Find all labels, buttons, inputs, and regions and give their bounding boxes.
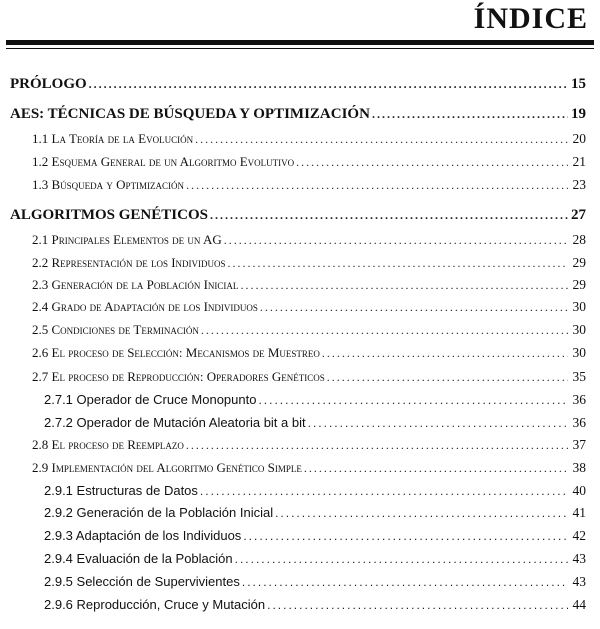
toc-entry-section (32, 345, 586, 361)
toc-entry-label: 2.9 Implementación del Algoritmo Genético Simple (32, 460, 302, 475)
toc-entry-label: 2.8 El proceso de Reemplazo (32, 437, 184, 452)
dot-leader (186, 438, 568, 453)
toc-entry-label: 2.6 El proceso de Selección: Mecanismos de Muestreo (32, 345, 320, 360)
dot-leader (267, 598, 568, 612)
toc-entry-subsection (44, 415, 586, 431)
toc-entry-section (32, 177, 586, 193)
toc-entry-label: ALGORITMOS GENÉTICOS (10, 207, 208, 223)
toc-entry-section (32, 154, 586, 170)
toc-entry-page: 23 (572, 177, 586, 192)
toc-entry-label: 2.9.6 Reproducción, Cruce y Mutación (44, 597, 266, 612)
dot-leader (308, 416, 568, 430)
toc-entry-subsection (44, 528, 586, 544)
toc-entry-page: 29 (572, 277, 586, 292)
toc-entry-page: 41 (572, 505, 586, 520)
toc-entry-page: 30 (572, 299, 586, 314)
dot-leader (240, 278, 568, 293)
dot-leader (322, 346, 568, 361)
toc-entry-subsection (44, 574, 586, 590)
toc-entry-page: 35 (572, 369, 586, 384)
dot-leader (224, 233, 568, 248)
toc-entry-page: 30 (572, 322, 586, 337)
dot-leader (242, 575, 568, 589)
toc-entry-label: 2.4 Grado de Adaptación de los Individuos (32, 299, 258, 314)
dot-leader (372, 107, 568, 122)
dot-leader (296, 155, 568, 170)
toc-entry-page: 36 (572, 392, 586, 407)
dot-leader (210, 208, 568, 223)
toc-entry-page: 40 (572, 483, 586, 498)
toc-entry-chapter (10, 207, 586, 224)
toc-entry-label: 2.3 Generación de la Población Inicial (32, 277, 239, 292)
toc-entry-label: 2.5 Condiciones de Terminación (32, 322, 199, 337)
toc-entry-section (32, 369, 586, 385)
toc-entry-subsection (44, 505, 586, 521)
dot-leader (243, 529, 568, 543)
toc-entry-page: 36 (572, 415, 586, 430)
toc-entry-page: 37 (572, 437, 586, 452)
toc-entry-page: 20 (572, 131, 586, 146)
dot-leader (195, 132, 568, 147)
toc-entry-section (32, 255, 586, 271)
toc-entry-label: 1.3 Búsqueda y Optimización (32, 177, 185, 192)
toc-entry-label: 2.7 El proceso de Reproducción: Operadores Genéticos (32, 369, 325, 384)
toc-entry-label: 2.2 Representación de los Individuos (32, 255, 226, 270)
title-rule-thick (6, 40, 594, 45)
toc-entry-page: 43 (572, 574, 586, 589)
toc-entry-label: 1.1 La Teoría de la Evolución (32, 131, 194, 146)
dot-leader (258, 393, 568, 407)
toc-entry-label: 2.7.1 Operador de Cruce Monopunto (44, 392, 257, 407)
page-title: ÍNDICE (473, 2, 588, 35)
toc-entry-section (32, 437, 586, 453)
toc-entry-label: AES: TÉCNICAS DE BÚSQUEDA Y OPTIMIZACIÓN (10, 106, 370, 122)
toc-entry-chapter (10, 76, 586, 93)
toc-entry-section (32, 460, 586, 476)
toc-entry-page: 21 (572, 154, 586, 169)
toc-entry-page: 30 (572, 345, 586, 360)
toc-entry-subsection (44, 392, 586, 408)
toc-entry-section (32, 322, 586, 338)
toc-entry-label: 2.9.5 Selección de Supervivientes (44, 574, 240, 589)
toc-entry-label: 2.9.4 Evaluación de la Población (44, 551, 233, 566)
toc-entry-subsection (44, 483, 586, 499)
dot-leader (304, 461, 568, 476)
toc-entry-page: 19 (571, 106, 586, 122)
toc-entry-subsection (44, 551, 586, 567)
toc-entry-section (32, 232, 586, 248)
toc-entry-label: 2.9.3 Adaptación de los Individuos (44, 528, 242, 543)
title-rule-thin (6, 48, 594, 49)
toc-entry-page: 38 (572, 460, 586, 475)
toc-entry-section (32, 277, 586, 293)
toc-entry-label: 2.9.2 Generación de la Población Inicial (44, 505, 274, 520)
dot-leader (200, 484, 568, 498)
toc-entry-page: 27 (571, 207, 586, 223)
dot-leader (260, 300, 568, 315)
toc-entry-chapter (10, 106, 586, 123)
dot-leader (228, 256, 568, 271)
toc-entry-page: 28 (572, 232, 586, 247)
toc-entry-label: 2.9.1 Estructuras de Datos (44, 483, 198, 498)
toc-entry-label: 1.2 Esquema General de un Algoritmo Evolutivo (32, 154, 295, 169)
toc-entry-section (32, 131, 586, 147)
dot-leader (201, 323, 568, 338)
toc-entry-label: PRÓLOGO (10, 76, 87, 92)
dot-leader (89, 77, 568, 92)
toc-entry-page: 42 (572, 528, 586, 543)
toc-entry-page: 15 (571, 76, 586, 92)
toc-entry-section (32, 299, 586, 315)
dot-leader (235, 552, 568, 566)
dot-leader (186, 178, 568, 193)
dot-leader (275, 506, 568, 520)
toc-entry-label: 2.7.2 Operador de Mutación Aleatoria bit a bit (44, 415, 306, 430)
toc-entry-subsection (44, 597, 586, 613)
toc-entry-page: 44 (572, 597, 586, 612)
dot-leader (327, 370, 568, 385)
toc-entry-page: 43 (572, 551, 586, 566)
toc-entry-label: 2.1 Principales Elementos de un AG (32, 232, 222, 247)
toc-entry-page: 29 (572, 255, 586, 270)
